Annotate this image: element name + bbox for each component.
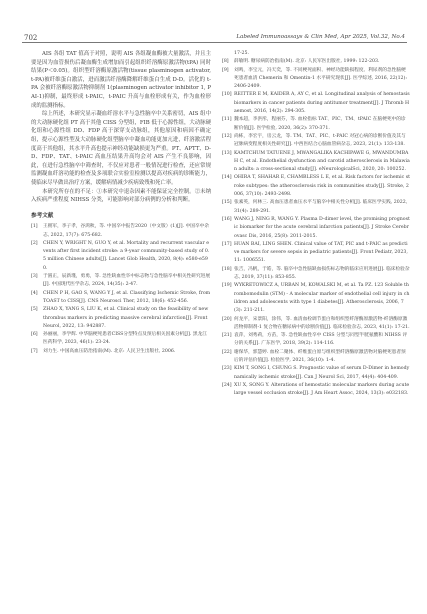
reference-item [222,282,410,315]
reference-item [31,240,211,273]
right-column [222,50,410,592]
reference-number: [17] [222,241,232,247]
reference-number: [12] [222,133,232,139]
reference-item [222,58,410,66]
reference-number: [7] [31,348,38,354]
reference-number: [9] [222,67,229,73]
reference-item [222,332,410,349]
reference-text: CHEN Y, WRIGHT N, GUO Y, et al. Mortality and recurrent vascular events after first incident stroke: a 9-year community-based study of 0.5 million Chinese adults[J]. Lancet Glob Health, 2020, 8(4): e580-e590. [43,240,210,271]
reference-number: [11] [222,117,232,123]
reference-number: [16] [222,216,232,222]
reference-item [31,223,211,240]
reference-list [222,58,410,398]
reference-text: 魏本超，李洪彤，程丽芬，等. 血栓指标 TAT、PIC、TM、tPAIC 在脑梗死中的诊断价值[J]. 医学检验, 2020, 36(2): 370-371. [234,117,406,131]
reference-number: [14] [222,175,232,181]
reference-number: [22] [222,349,232,355]
reference-item [222,116,410,133]
reference-number: [15] [222,200,232,206]
header-rule [22,42,407,43]
reference-item [222,174,410,199]
reference-text: OHIRA T, SHAHAR E, CHAMBLESS L E, et al. Risk factors for ischemic stroke subtypes: the atherosclerosis risk in communities study[J]. Stroke, 2006, 37(10): 2493-2498. [234,175,410,198]
reference-text: 孙丽丽，李学辉. 中华脑梗死患者CISS分型特点及预后相关因素分析[J]. 黑龙江医药科学, 2023, 46(1): 23-24. [43,332,207,346]
reference-text: 刘力生. 中国高血压防治指南(M). 北京: 人民卫生出版社, 2006. [43,348,176,354]
reference-item [31,348,211,356]
reference-number: [2] [31,240,38,246]
page-header [0,0,427,40]
references-heading: 参考文献 [31,212,54,219]
reference-text: ZHAO X, YANG S, LIU K, et al. Clinical study on the feasibility of new thrombus markers in predicting massive cerebral infarction[J]. Front Neurol, 2022, 13: 942887. [43,307,209,329]
reference-item [222,266,410,283]
reference-text: 张吉，冯帆，于皓，等. 脑卒中急性脑缺血损伤标志物的临床应用进展[J]. 临床检验杂志, 2019, 37(11): 853-855. [234,266,410,281]
reference-text: 袁萍，刘秀莉，方苗，等. 急性缺血性卒中 CISS 分型与同型半胱氨酸和 NIHSS 评分的关系[J]. 广东医学, 2018, 39(2): 114-116. [234,333,408,347]
reference-text: 谢保华，郭慧婷. 血栓二聚体、纤维蛋白原与组织型纤溶酶原激活物对脑梗死患者预后的评估价值[J]. 检验医学, 2021, 36(10): 1-4. [234,349,406,363]
reference-item [222,150,410,175]
reference-item [222,133,410,150]
reference-text: XU X, SONG Y. Alterations of hemostatic molecular markers during acute large vessel occlusion stroke[J]. J Am Heart Assoc, 2024, 13(3): e032183. [234,382,410,397]
reference-list [31,223,211,356]
reference-text: KAMTCHUM TATUENE J, MWANGALIKA KACHIPAWE G, MWANDUMBA H C, et al. Endothelial dysfunction and carotid atherosclerosis in Malawian adults: a cross-sectional study[J]. eNeurologicalSci, 2020, 20: 100252. [234,150,410,173]
reference-number: [21] [222,333,232,339]
reference-item [222,349,410,366]
reference-text: REITTER E M, KAIDER A, AY C, et al. Longitudinal analysis of hemostasis biomarkers in cancer patients during antitumor treatment[J]. J Thromb Haemost, 2016, 14(2): 294-305. [234,92,410,115]
body-paragraph: 本研究所存在的不足：①本研究中退杂因素不能保证完全控制。②未纳入疾病严重程度 NIHSS 分类，可能影响对部分病例的分析和判断。 [31,188,211,204]
reference-text: 尚栋，李宏宇，房云龙，等. TM、TAT、PIC、t-PAIC 对冠心病的诊断价值及其与冠脉病变程度相关性研究[J]. 中西医结合心脑血管病杂志, 2023, 21(1): 133-138. [234,133,406,148]
reference-item [31,273,211,290]
reference-number: [1] [31,224,38,230]
reference-item [222,67,410,92]
journal-running-title: Labeled Immunoassays & Clin Med, Apr 2025, Vol.32, No.4 [236,34,405,40]
reference-item [222,91,410,116]
reference-text: 薛敏明. 糖尿病防治指南(M). 北京: 人民军医出版社, 1999: 122-203. [234,59,380,65]
body-paragraph: AIS 各组 TAT 值高于对照，说明 AIS 各组凝血酶被大量激活，并且主要是因为血管损伤后凝血酶生成增加而引起组织纤溶酶原激活物(tPA) 同时结果(P＜0.05)。组织型纤溶酶原激活物(tissue plasminogen activator, t-PA)被纤维蛋白激活，进而激活纤溶酶降解纤维蛋白生成 D-D。活化的 t-PA 会被纤溶酶原激活物抑制剂 1(plasminogen activator inhibitor 1, PAI-1)抑制，最终形成 t-PAIC，t-PAIC 升高与血栓形成有关，作为血栓形成的监测指标。 [31,51,211,109]
reference-text: HUAN BAI, LING SHEN. Clinical value of TAT, PIC and t-PAIC as predictive markers for severe sepsis in pediatric patients[J]. Front Pediatr, 2023, 11: 1006551. [234,241,408,264]
reference-text: CHEN P H, GAO S, WANG Y J, et al. Classifying Ischemic Stroke, from TOAST to CISS[J]. CNS Neurosci Ther, 2012, 18(6): 452-456. [43,290,211,304]
reference-item [222,365,410,382]
reference-number: [8] [222,59,229,65]
reference-number: [19] [222,283,232,289]
reference-number: [23] [222,366,232,372]
reference-item [222,316,410,333]
reference-item [31,290,211,307]
reference-item [222,241,410,266]
reference-number: [13] [222,150,232,156]
reference-text: KIM T, SONG I, CHUNG S. Prognostic value of serum D-Dimer in hemodynamically ischemic stroke[J]. Can J Neurol Sci, 2017, 44(4): 404-409. [234,366,410,380]
left-column [31,50,211,592]
reference-text: 刘鸣，李宝元，冯天奕，等. 不同梗死面积、神经功能缺损程度、利尿剂的急性脑梗死患者血清 Chemerin 和 Omentin-1 水平研究现状[J]. 医学综述, 2016, 22(12): 2406-2409. [234,67,407,90]
reference-text: 于圆正，辰新瑾，勇勇，等. 急性缺血性卒中标志物与急性脑卒中相关性研究进展[J]. 中国现代医学杂志, 2024, 14(35): 2-47. [43,274,211,288]
reference-text: 何龙平，宋景阳，涂伟，等. 血清血栓调节蛋白和组织型纤溶酶原激活物-纤溶酶原激活物抑制剂-1 复合物在糖尿病中的诊断价值[J]. 临床检验杂志, 2023, 41(1): 17-21. [234,316,410,330]
reference-number: [3] [31,274,38,280]
reference-number: [24] [222,382,232,388]
reference-continuation: 17-25. [234,51,250,56]
page-number: 702 [24,34,38,42]
reference-item [31,306,211,331]
reference-text: 王拥军，李子孝，谷鸿秋，等. 中国卒中报告2020（中文版）(1)[J]. 中国卒中杂志, 2022, 17(7): 675-682. [43,224,210,238]
reference-number: [18] [222,266,232,272]
reference-text: WANG J, NING R, WANG Y. Plasma D-dimer level, the promising prognostic biomarker for the acute cerebral infarction patients[J]. J Stroke Cerebrovasc Dis, 2016, 25(8): 2011-2015. [234,216,410,239]
reference-item [31,331,211,348]
reference-number: [20] [222,316,232,322]
reference-item [222,199,410,216]
body-paragraph: 综上所述，本研究显示凝血纤溶水平与急性脑卒中关系密切，AIS 组中的大动脉硬化组 PT 高于其他 CISS 分型组，FIB 低于心源性组，大动脉硬化组和心源性组 DD、FDP 高于深穿支动脉组，其他原因和病因不确定组，提示心源性型及大动脉硬化组型脑卒中凝血功能更加亢进，纤溶激活程度高于其他组，其水平升高也提示神经功能缺损更为严重。PT、APTT、D-D、FDP、TAT、t-PAIC 高血压结果升高均会对 AIS 产生不良影响，因此，在进行急性脑卒中筛查时，不仅应对患者一般情况进行检查，还应常规监测凝血纤溶功能的检查及多项联合实验室检测以提高对疾病的诊断能力，使临床尽早做出治疗方案，缓解病情减少疾病致残和死亡率。 [31,111,211,186]
reference-item [222,382,410,399]
reference-number: [5] [31,307,38,313]
reference-number: [10] [222,92,232,98]
reference-text: WYKRETOWICZ A, URBAN M, KOWALSKI M, et al. Ta PZ. 123 Soluble thrombomodulin (STM) - A molecular marker of endothelial cell injury in children and adolescents with type 1 diabetes[J]. Atherosclerosis, 2006, 7(3): 211-211. [234,283,410,314]
reference-item [222,216,410,241]
reference-number: [4] [31,290,38,296]
reference-text: 张素英，何林三. 高血压患者血压水平与脑卒中相关性分析[J]. 临床医学实践, 2022, 31(4): 289-291. [234,200,408,214]
reference-number: [6] [31,332,38,338]
